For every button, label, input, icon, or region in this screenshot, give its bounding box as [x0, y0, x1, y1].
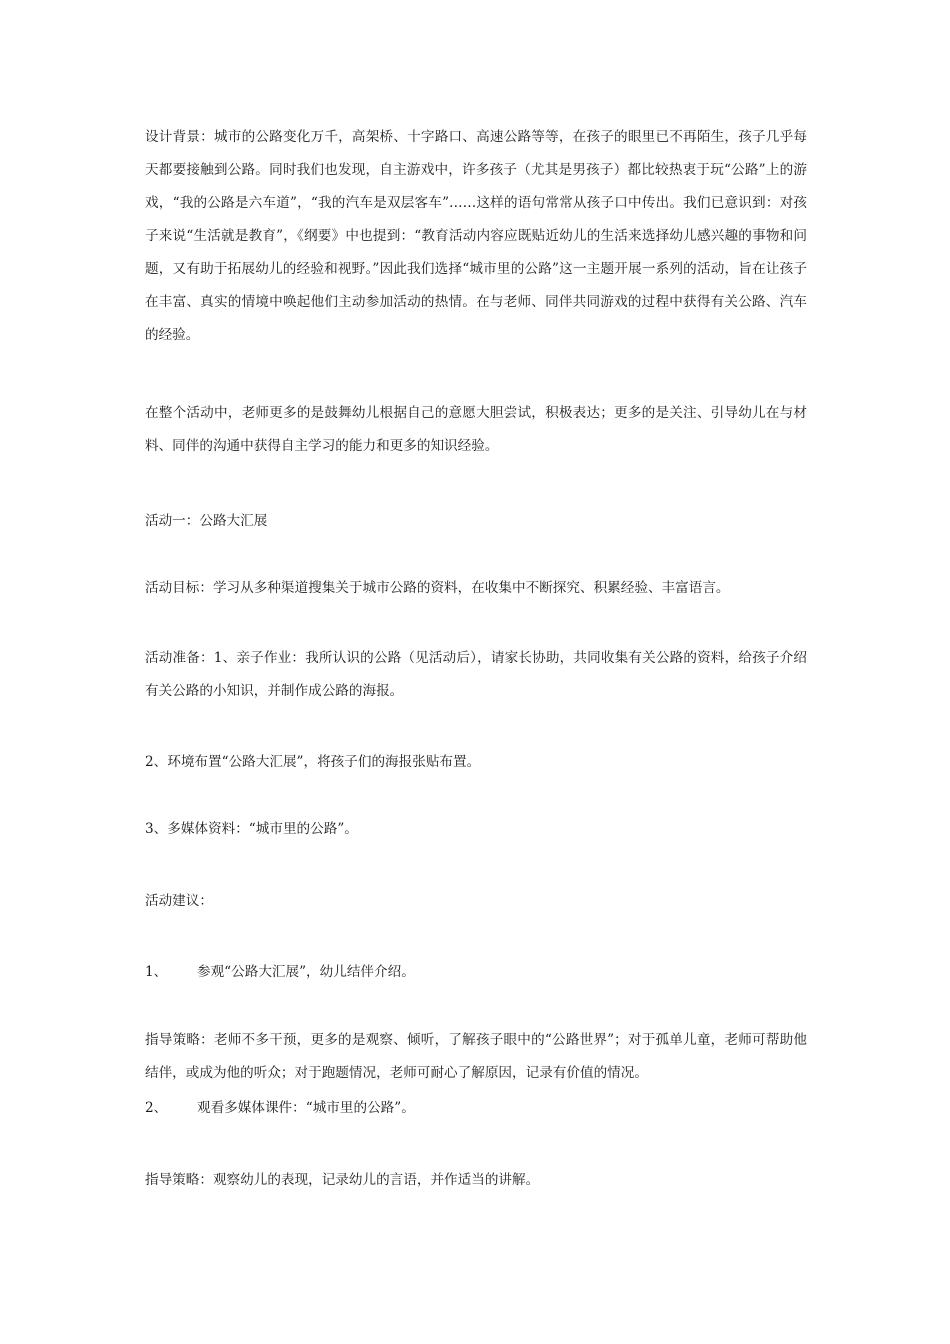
paragraph-teacher-role: 在整个活动中，老师更多的是鼓舞幼儿根据自己的意愿大胆尝试，积极表达；更多的是关注、引导幼儿在与材料、同伴的沟通中获得自主学习的能力和更多的知识经验。 [145, 405, 807, 454]
activity-title: 活动一：公路大汇展 [145, 513, 268, 529]
list-item-text: 参观“公路大汇展”，幼儿结伴介绍。 [197, 964, 415, 980]
preparation-item-3: 3、多媒体资料：“城市里的公路”。 [145, 821, 358, 837]
list-item-text: 观看多媒体课件：“城市里的公路”。 [197, 1100, 415, 1116]
activity-goal: 活动目标：学习从多种渠道搜集关于城市公路的资料，在收集中不断探究、积累经验、丰富语言。 [145, 580, 730, 596]
preparation-item-2: 2、环境布置“公路大汇展”，将孩子们的海报张贴布置。 [145, 754, 481, 770]
list-item [145, 962, 807, 982]
activity-preparation: 活动准备：1、亲子作业：我所认识的公路（见活动后），请家长协助，共同收集有关公路的资料，给孩子介绍有关公路的小知识，并制作成公路的海报。 [145, 650, 807, 699]
list-item-number: 2、 [145, 1100, 168, 1116]
paragraph-design-background: 设计背景：城市的公路变化万千，高架桥、十字路口、高速公路等等，在孩子的眼里已不再陌生，孩子几乎每天都要接触到公路。同时我们也发现，自主游戏中，许多孩子（尤其是男孩子）都比较热衷于玩“公路”上的游戏，“我的公路是六车道”，“我的汽车是双层客车”……这样的语句常常从孩子口中传出。我们已意识到：对孩子来说“生活就是教育”，《纲要》中也提到：“教育活动内容应既贴近幼儿的生活来选择幼儿感兴趣的事物和问题，又有助于拓展幼儿的经验和视野。”因此我们选择“城市里的公路”这一主题开展一系列的活动，旨在让孩子在丰富、真实的情境中唤起他们主动参加活动的热情。在与老师、同伴共同游戏的过程中获得有关公路、汽车的经验。 [145, 129, 807, 343]
list-item-number: 1、 [145, 964, 168, 980]
activity-suggestions-heading: 活动建议： [145, 893, 213, 909]
guidance-strategy-2: 指导策略：观察幼儿的表现，记录幼儿的言语，并作适当的讲解。 [145, 1172, 540, 1188]
list-item [145, 1098, 807, 1118]
guidance-strategy-1: 指导策略：老师不多干预，更多的是观察、倾听，了解孩子眼中的“公路世界”；对于孤单儿童，老师可帮助他结伴，或成为他的听众；对于跑题情况，老师可耐心了解原因，记录有价值的情况。 [145, 1032, 807, 1081]
